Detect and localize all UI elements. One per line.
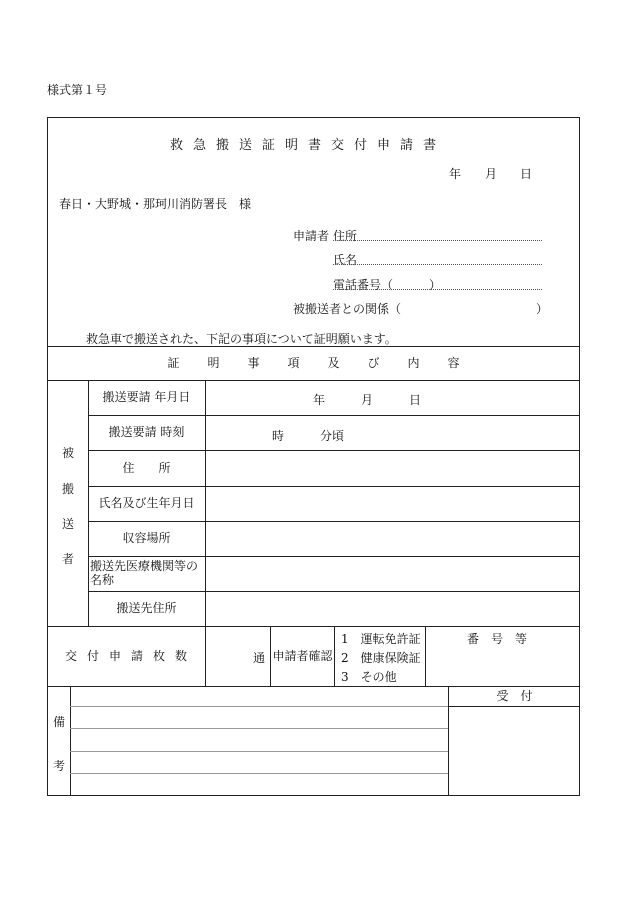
applicant-phone-label: 電話番号（ ） <box>333 278 442 292</box>
addressee: 春日・大野城・那珂川消防署長 様 <box>59 197 252 211</box>
row-value-name-birthdate[interactable] <box>206 487 580 521</box>
relation-label: 被搬送者との関係（ <box>293 302 402 316</box>
id-option-other[interactable]: 3 その他 <box>341 670 397 684</box>
patient-side-char-3: 送 <box>62 517 75 531</box>
remarks-line[interactable] <box>70 728 448 729</box>
patient-side-char-4: 者 <box>62 552 75 566</box>
date-day: 日 <box>520 167 533 181</box>
patient-side-char-2: 搬 <box>62 482 75 496</box>
date-year: 年 <box>449 167 462 181</box>
request-text: 救急車で搬送された、下記の事項について証明願います。 <box>86 332 397 346</box>
row-label-request-date: 搬送要請 年月日 <box>102 390 191 405</box>
form-number: 様式第１号 <box>47 83 108 97</box>
remarks-line[interactable] <box>70 751 448 752</box>
row-value-address[interactable] <box>206 451 580 486</box>
issue-count-label: 交付申請枚数 <box>64 648 197 663</box>
reception-label: 受 付 <box>496 688 533 703</box>
applicant-address-label: 住所 <box>333 229 358 243</box>
patient-side-char-1: 被 <box>62 446 75 460</box>
row-value-request-date: 年 月 日 <box>313 393 422 407</box>
remarks-label-top: 備 <box>53 715 66 729</box>
row-label-hospital-name: 搬送先医療機関等の名称 <box>90 559 199 587</box>
relation-close: ） <box>536 302 549 316</box>
issue-count-unit: 通 <box>253 651 266 665</box>
reception-stamp-area[interactable] <box>449 707 579 795</box>
row-value-request-time: 時 分頃 <box>272 429 345 443</box>
number-label: 番 号 等 <box>467 632 528 646</box>
row-label-name-birthdate: 氏名及び生年月日 <box>98 496 195 511</box>
applicant-label: 申請者 <box>293 229 330 243</box>
row-value-hospital-address[interactable] <box>206 592 580 626</box>
remarks-line[interactable] <box>70 773 448 774</box>
date-month: 月 <box>485 167 498 181</box>
section-heading: 証明事項及び内容 <box>167 355 488 370</box>
row-label-admission-place: 収容場所 <box>122 531 171 546</box>
divider <box>425 626 426 687</box>
row-value-admission-place[interactable] <box>206 522 580 556</box>
applicant-name-line[interactable] <box>333 264 542 265</box>
applicant-phone-line[interactable] <box>333 289 542 290</box>
remarks-label-bottom: 考 <box>53 759 66 773</box>
id-option-license[interactable]: 1 運転免許証 <box>341 632 421 646</box>
id-option-insurance[interactable]: 2 健康保険証 <box>341 651 421 665</box>
divider <box>334 626 335 687</box>
applicant-name-label: 氏名 <box>333 253 358 267</box>
row-value-hospital-name[interactable] <box>206 557 580 591</box>
verify-label: 申請者確認 <box>272 648 333 663</box>
row-label-hospital-address: 搬送先住所 <box>116 601 177 616</box>
applicant-address-line[interactable] <box>333 240 542 241</box>
remarks-line[interactable] <box>70 706 448 707</box>
form-title: 救急搬送証明書交付申請書 <box>170 138 447 153</box>
divider <box>70 686 71 796</box>
row-label-request-time: 搬送要請 時刻 <box>108 425 185 440</box>
row-label-address: 住 所 <box>122 460 171 475</box>
